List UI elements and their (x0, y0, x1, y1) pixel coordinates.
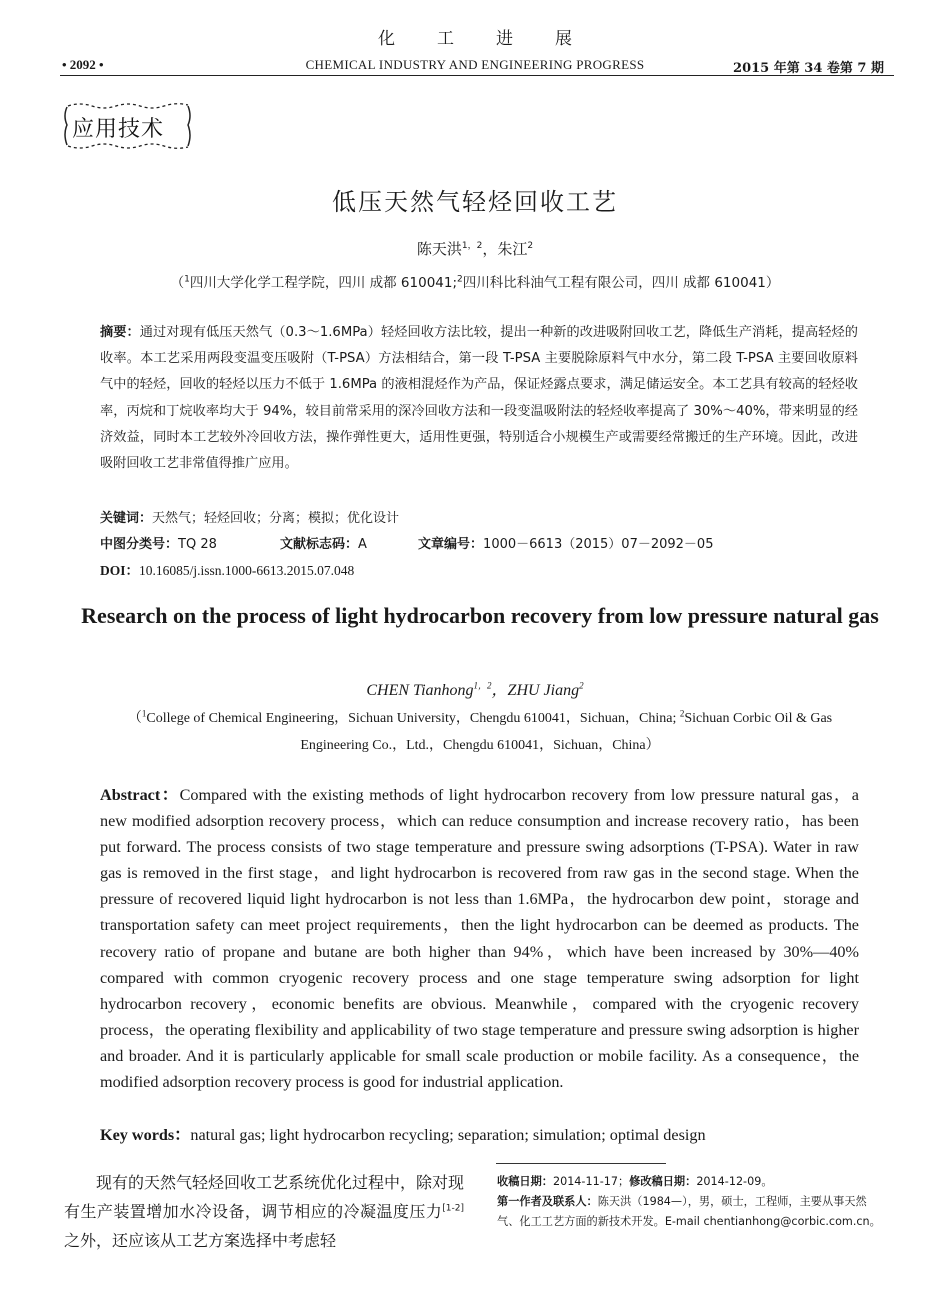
keywords-en-label: Key words： (100, 1126, 191, 1144)
issue-info: 2015 年第 34 卷第 7 期 (733, 61, 884, 76)
affil-1-mark-en: 1 (141, 708, 147, 719)
author-separator-cn: ， (482, 240, 498, 258)
author-2-en: ZHU Jiang (507, 682, 580, 699)
keywords-cn-label: 关键词： (100, 511, 153, 526)
keywords-en (100, 1121, 859, 1145)
body-paragraph (64, 1168, 464, 1255)
abstract-cn-text: 通过对现有低压天然气（0.3～1.6MPa）轻烃回收方法比较，提出一种新的改进吸附回收工艺，降低生产消耗，提高轻烃的收率。本工艺采用两段变温变压吸附（T-PSA）方法相结合，第一段 T-PSA 主要脱除原料气中水分，第二段 T-PSA 主要回收原料气中的轻烃，回收的轻烃以压力不低于 1.6MPa 的液相混烃作为产品，保证烃露点要求，满足储运安全。本工艺具有较高的轻烃收率，丙烷和丁烷收率均大于 94%，较目前常采用的深冷回收方法和一段变温吸附法的轻烃收率提高了 30%～40%，带来明显的经济效益，同时本工艺较外冷回收方法，操作弹性更大，适用性更强，特别适合小规模生产或需要经常搬迁的生产环境。因此，改进吸附回收工艺非常值得推广应用。 (100, 325, 858, 472)
author-separator-en: ， (491, 682, 508, 699)
author-2-affil-cn: 2 (527, 241, 534, 251)
affil-2-mark-en: 2 (679, 708, 685, 719)
column-tag (60, 98, 194, 154)
authors-en (0, 677, 950, 700)
first-author-label: 第一作者及联系人： (497, 1195, 598, 1208)
doc-code-label: 文献标志码： (280, 537, 359, 552)
affil-open-cn: （ (170, 275, 185, 291)
author-2-affil-en: 2 (579, 680, 584, 691)
journal-title-cn: 化工进展 (378, 29, 614, 49)
affil-1-mark-cn: 1 (184, 274, 190, 285)
received-date: 2014-11-17； (552, 1175, 630, 1188)
doi-label: DOI： (100, 563, 140, 578)
received-label: 收稿日期： (497, 1175, 553, 1188)
citation-ref[interactable]: [1-2] (442, 1203, 464, 1214)
article-title-en: Research on the process of light hydrocarbon recovery from low pressure natural gas (81, 603, 879, 628)
revised-label: 修改稿日期： (629, 1175, 697, 1188)
page-number: • 2092 • (62, 57, 104, 72)
body-text: 现有的天然气轻烃回收工艺系统优化过程中，除对现有生产装置增加水冷设备，调节相应的冷凝温度压力 (64, 1173, 465, 1221)
author-1-en: CHEN Tianhong (366, 682, 474, 699)
clc-value: TQ 28 (178, 537, 217, 552)
author-2-cn: 朱江 (497, 240, 528, 258)
affil-2-cn: 四川科比科油气工程有限公司，四川 成都 610041） (462, 275, 780, 291)
doi-value[interactable]: 10.16085/j.issn.1000-6613.2015.07.048 (139, 563, 355, 578)
affil-1-en: College of Chemical Engineering，Sichuan University，Chengdu 610041，Sichuan，China; (146, 711, 680, 726)
first-author-text: 陈天洪（1984—），男，硕士，工程师，主要从事天然气、化工工艺方面的新技术开发。E-mail chentianhong@corbic.com.cn。 (497, 1195, 881, 1228)
abstract-cn-label: 摘要： (100, 325, 140, 340)
clc-label: 中图分类号： (100, 537, 179, 552)
footnote (497, 1172, 887, 1232)
abstract-en-label: Abstract： (100, 786, 180, 804)
keywords-cn (100, 507, 860, 526)
abstract-en (100, 782, 859, 1095)
keywords-en-text: natural gas; light hydrocarbon recycling; separation; simulation; optimal design (190, 1126, 706, 1144)
keywords-cn-text: 天然气；轻烃回收；分离；模拟；优化设计 (152, 511, 400, 526)
article-number-label: 文章编号： (418, 537, 484, 552)
author-1-cn: 陈天洪 (416, 240, 462, 258)
affil-open-en: （ (127, 711, 142, 726)
author-1-affil-en: 1，2 (473, 680, 492, 691)
body-text-cont: 之外，还应该从工艺方案选择中考虑轻 (64, 1231, 337, 1250)
column-tag-label: 应用技术 (72, 117, 165, 142)
revised-date: 2014-12-09。 (696, 1175, 773, 1188)
header-rule (60, 75, 894, 76)
article-title-cn: 低压天然气轻烃回收工艺 (332, 188, 618, 216)
article-number-value: 1000－6613（2015）07－2092－05 (483, 537, 714, 552)
footnote-rule (496, 1163, 666, 1164)
footnote-author (497, 1192, 887, 1232)
doc-code-value: A (358, 537, 367, 552)
affiliations-en (100, 705, 860, 759)
journal-title-en: CHEMICAL INDUSTRY AND ENGINEERING PROGRESS (305, 57, 645, 72)
author-1-affil-cn: 1，2 (461, 241, 483, 251)
affil-2-mark-cn: 2 (457, 274, 463, 285)
abstract-cn (100, 320, 858, 477)
affiliations-cn (0, 271, 950, 291)
affil-2-en: Sichuan Corbic Oil & Gas Engineering Co.，Ltd.，Chengdu 610041，Sichuan，China） (300, 711, 833, 753)
abstract-en-text: Compared with the existing methods of light hydrocarbon recovery from low pressure natural gas，a new modified adsorption recovery process，which can reduce consumption and increase recovery ratio，has been put forward. The process consists of two stage temperature and pressure swing adsorptions (T-PSA). Water in raw gas is removed in the first stage，and light hydrocarbon is recovered from raw gas in the second stage. When the pressure of recovered liquid light hydrocarbon is not less than 1.6MPa，the hydrocarbon dew point，storage and transportation safety can meet project requirements，then the light hydrocarbon can be deemed as products. The recovery ratio of propane and butane are both higher than 94%，which have been increased by 30%—40% compared with common cryogenic recovery process and one stage temperature swing adsorption for light hydrocarbon recovery，economic benefits are obvious. Meanwhile，compared with the cryogenic recovery process，the operating flexibility and applicability of two stage temperature and pressure swing adsorption is higher and broader. And it is particularly applicable for small scale production or mobile facility. As a consequence，the modified adsorption recovery process is good for industrial application. (100, 786, 859, 1092)
classification-line (100, 533, 860, 552)
authors-cn (0, 238, 950, 259)
affil-1-cn: 四川大学化学工程学院，四川 成都 610041; (189, 275, 458, 291)
footnote-dates (497, 1172, 887, 1192)
doi-line (100, 559, 860, 579)
